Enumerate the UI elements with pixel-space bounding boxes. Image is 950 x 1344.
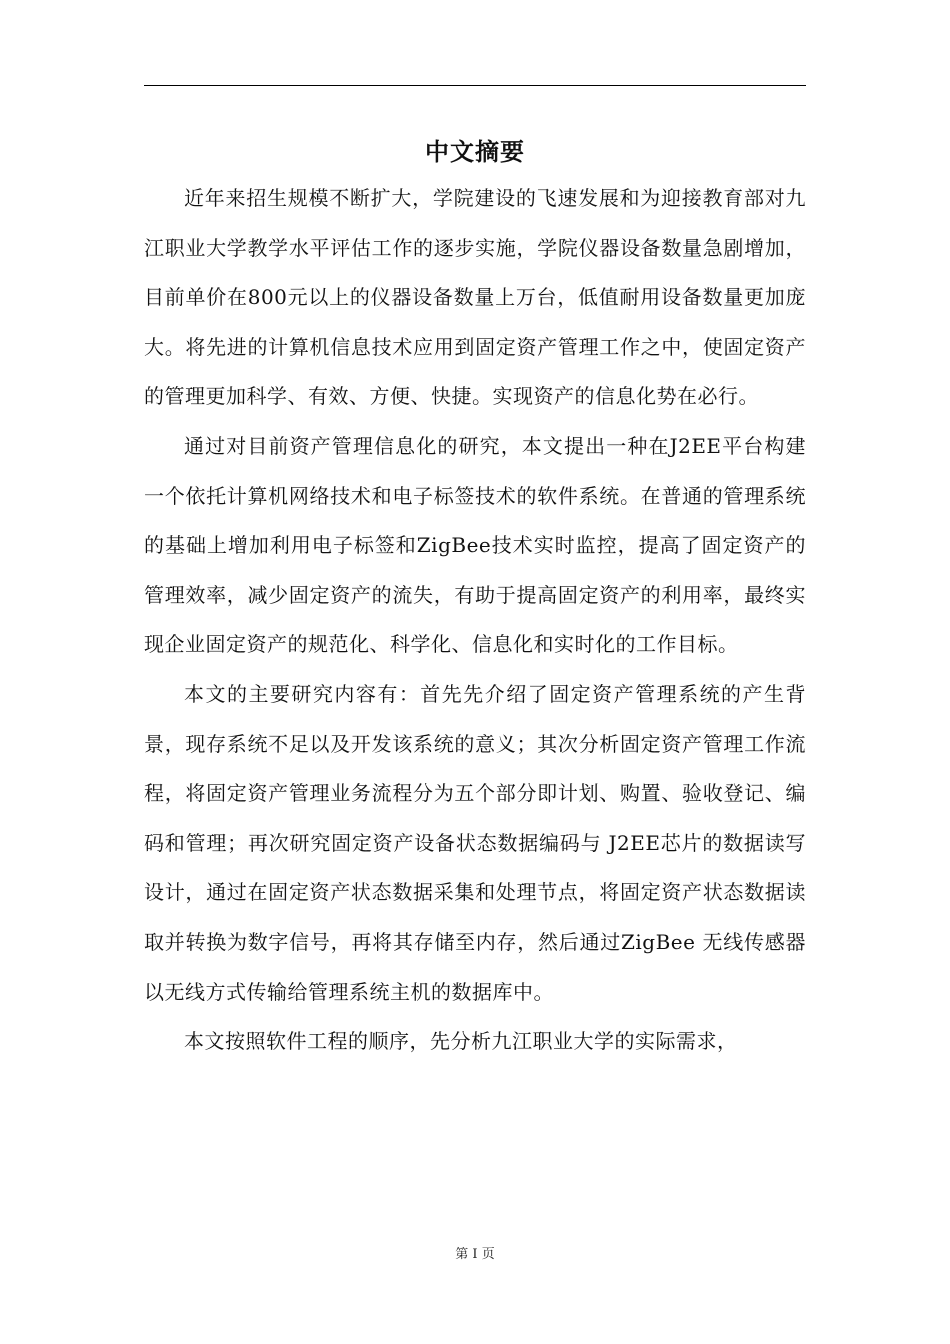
paragraph-4: 本文按照软件工程的顺序，先分析九江职业大学的实际需求， — [184, 1029, 738, 1054]
paragraph-2: 通过对目前资产管理信息化的研究，本文提出一种在J2EE平台构建一个依托计算机网络技术和电子标签技术的软件系统。在普通的管理系统的基础上增加利用电子标签和ZigBee技术实时监控，提高了固定资产的管理效率，减少固定资产的流失，有助于提高固定资产的利用率，最终实现企业固定资产的规范化、科学化、信息化和实时化的工作目标。 — [144, 433, 806, 657]
page-title: 中文摘要 — [425, 138, 525, 166]
page-number: 第 I 页 — [455, 1247, 495, 1262]
paragraph-1: 近年来招生规模不断扩大，学院建设的飞速发展和为迎接教育部对九江职业大学教学水平评估工作的逐步实施，学院仪器设备数量急剧增加，目前单价在800元以上的仪器设备数量上万台，低值耐用设备数量更加庞大。将先进的计算机信息技术应用到固定资产管理工作之中，使固定资产的管理更加科学、有效、方便、快捷。实现资产的信息化势在必行。 — [144, 186, 806, 409]
paragraph-3: 本文的主要研究内容有：首先先介绍了固定资产管理系统的产生背景，现存系统不足以及开发该系统的意义；其次分析固定资产管理工作流程，将固定资产管理业务流程分为五个部分即计划、购置、验收登记、编码和管理；再次研究固定资产设备状态数据编码与 J2EE芯片的数据读写设计，通过在固定资产状态数据采集和处理节点，将固定资产状态数据读取并转换为数字信号，再将其存储至内存，然后通过ZigBee 无线传感器以无线方式传输给管理系统主机的数据库中。 — [144, 681, 806, 1004]
header-rule — [144, 85, 806, 86]
abstract-body — [144, 174, 806, 1067]
